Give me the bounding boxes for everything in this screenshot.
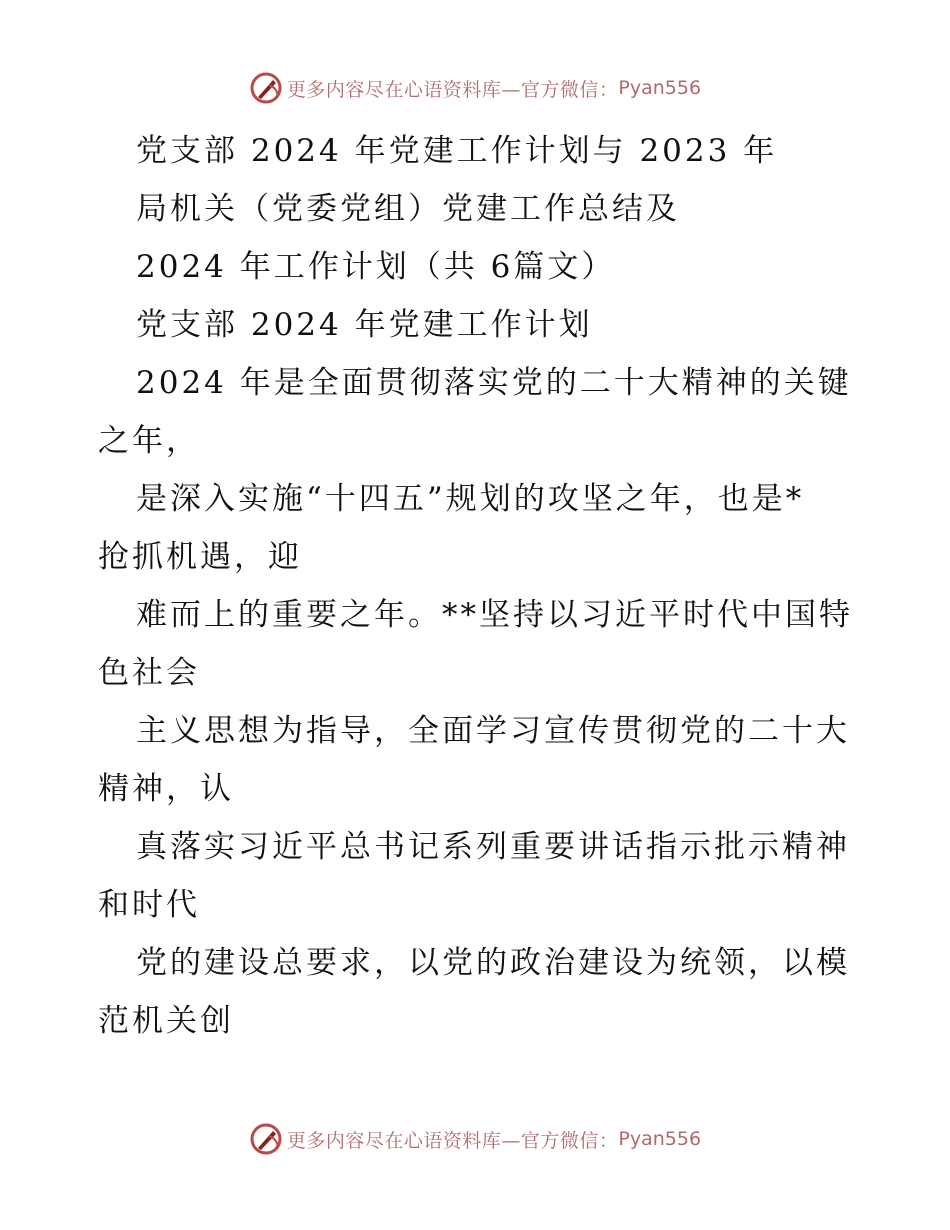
text-line: 难而上的重要之年。**坚持以习近平时代中国特 xyxy=(136,597,853,633)
watermark-text: 更多内容尽在心语资料库—官方微信： xyxy=(286,78,619,101)
quill-logo-icon xyxy=(249,1122,283,1156)
text-line: 主义思想为指导，全面学习宣传贯彻党的二十大 xyxy=(136,713,850,749)
text-line: 2024 年是全面贯彻落实党的二十大精神的关键 xyxy=(136,365,852,401)
text-line: 精神，认 xyxy=(98,771,234,807)
quill-logo-icon xyxy=(249,71,283,105)
text-line: 范机关创 xyxy=(98,1003,234,1039)
text-line: 抢抓机遇，迎 xyxy=(98,539,302,575)
document-body xyxy=(98,122,858,1050)
footer-watermark xyxy=(0,1119,950,1159)
text-line: 之年， xyxy=(98,423,200,459)
watermark-text: 更多内容尽在心语资料库—官方微信： xyxy=(286,1129,619,1152)
text-line: 是深入实施“十四五”规划的攻坚之年，也是* xyxy=(136,481,805,517)
text-line: 真落实习近平总书记系列重要讲话指示批示精神 xyxy=(136,829,850,865)
text-line: 2024 年工作计划（共 6篇文） xyxy=(136,249,616,285)
text-line: 和时代 xyxy=(98,887,200,923)
watermark-id: Pyan556 xyxy=(618,77,702,99)
text-line: 党支部 2024 年党建工作计划 xyxy=(136,307,593,343)
text-line: 色社会 xyxy=(98,655,200,691)
header-watermark xyxy=(0,68,950,108)
text-line: 局机关（党委党组）党建工作总结及 xyxy=(136,191,680,227)
text-line: 党支部 2024 年党建工作计划与 2023 年 xyxy=(136,133,778,169)
watermark-id: Pyan556 xyxy=(618,1128,702,1150)
text-line: 党的建设总要求，以党的政治建设为统领，以模 xyxy=(136,945,850,981)
